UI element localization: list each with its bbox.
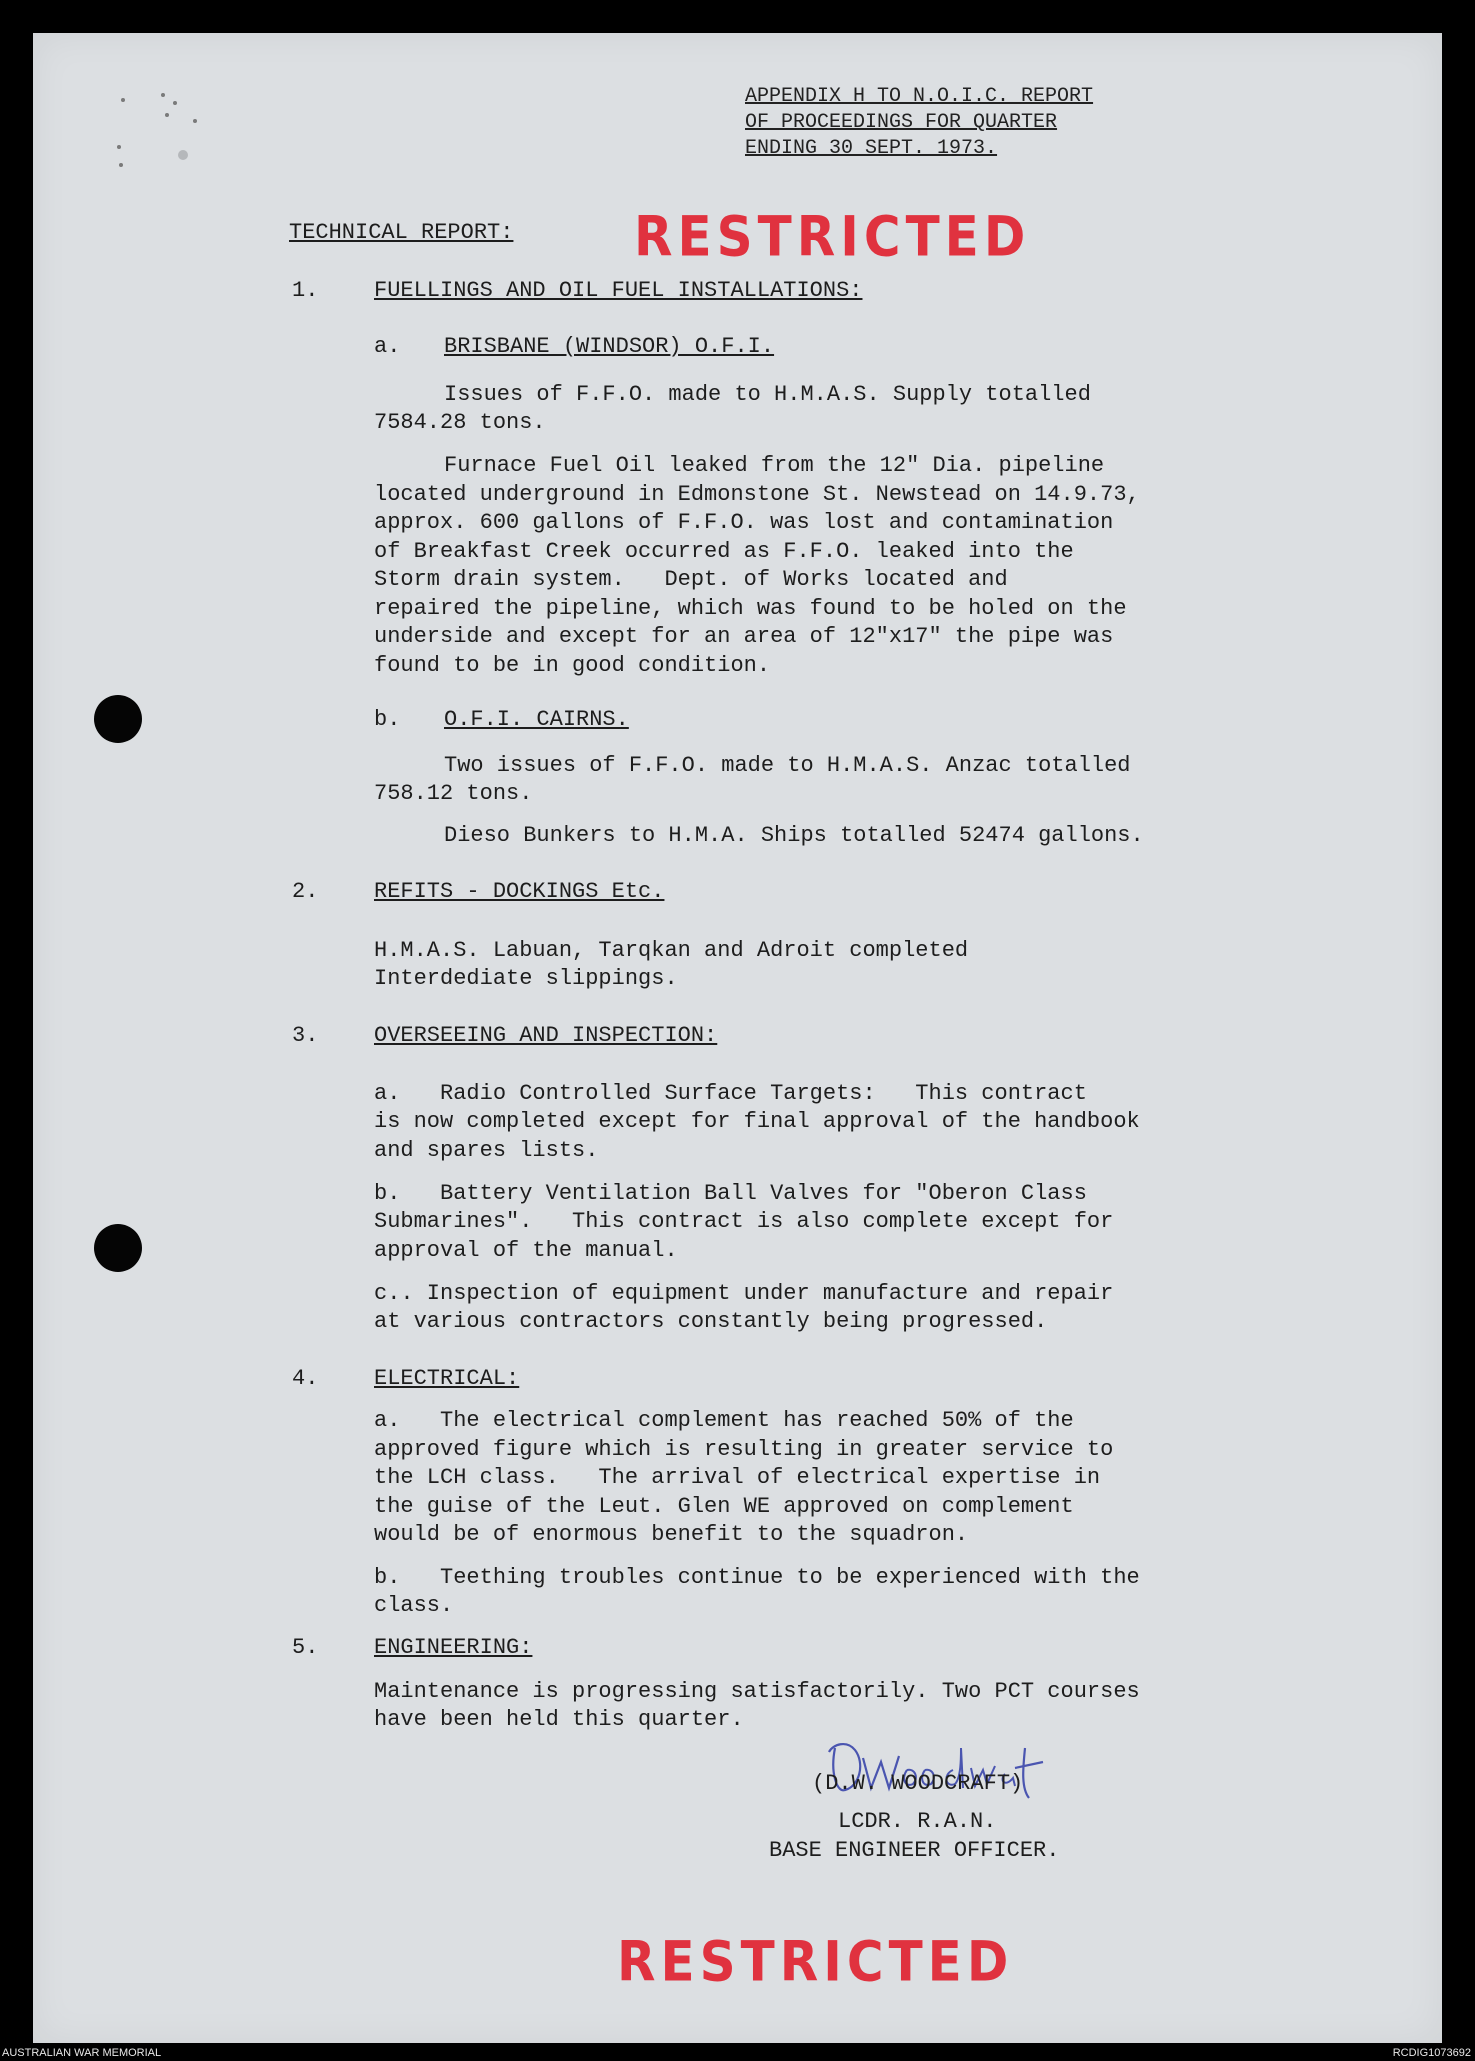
section-1b-heading: O.F.I. CAIRNS. xyxy=(444,707,629,732)
section-1b-para-2: Dieso Bunkers to H.M.A. Ships totalled 52474 gallons. xyxy=(444,823,1144,848)
staple-marks xyxy=(105,85,215,185)
officer-rank: LCDR. R.A.N. xyxy=(838,1809,997,1834)
section-4a-line-4: the guise of the Leut. Glen WE approved on complement xyxy=(374,1494,1074,1519)
section-1-number: 1. xyxy=(292,278,319,303)
section-3a-line-1: a. Radio Controlled Surface Targets: This contract xyxy=(374,1081,1087,1106)
section-5-heading: ENGINEERING: xyxy=(374,1635,533,1660)
section-4-number: 4. xyxy=(292,1366,319,1391)
section-4a-line-1: a. The electrical complement has reached 50% of the xyxy=(374,1408,1074,1433)
section-3c-line-2: at various contractors constantly being progressed. xyxy=(374,1309,1048,1334)
section-5-para-line-2: have been held this quarter. xyxy=(374,1707,744,1732)
report-title: TECHNICAL REPORT: xyxy=(289,220,514,245)
section-3a-line-3: and spares lists. xyxy=(374,1138,599,1163)
section-3a-line-2: is now completed except for final approval of the handbook xyxy=(374,1109,1140,1134)
section-1a-para-2-line-6: repaired the pipeline, which was found to be holed on the xyxy=(374,596,1127,621)
section-1-heading: FUELLINGS AND OIL FUEL INSTALLATIONS: xyxy=(374,278,863,303)
section-1b-para-1-line-1: Two issues of F.F.O. made to H.M.A.S. Anzac totalled xyxy=(444,753,1131,778)
section-1a-para-2-line-3: approx. 600 gallons of F.F.O. was lost and contamination xyxy=(374,510,1114,535)
section-1a-para-2-line-2: located underground in Edmonstone St. Newstead on 14.9.73, xyxy=(374,482,1140,507)
section-1a-para-1-line-2: 7584.28 tons. xyxy=(374,410,546,435)
restricted-stamp-top: RESTRICTED xyxy=(634,205,1031,269)
header-line-3: ENDING 30 SEPT. 1973. xyxy=(745,137,998,160)
section-1a-para-2-line-7: underside and except for an area of 12"x17" the pipe was xyxy=(374,624,1114,649)
section-3-heading: OVERSEEING AND INSPECTION: xyxy=(374,1023,718,1048)
header-line-1: APPENDIX H TO N.O.I.C. REPORT xyxy=(745,85,1094,108)
footer-record-id: RCDIG1073692 xyxy=(1392,2047,1471,2059)
section-2-para-line-2: Interdediate slippings. xyxy=(374,966,678,991)
section-4b-line-1: b. Teething troubles continue to be experienced with the xyxy=(374,1565,1140,1590)
section-2-heading: REFITS - DOCKINGS Etc. xyxy=(374,879,665,904)
punch-hole-bottom xyxy=(94,1224,142,1272)
section-4a-line-5: would be of enormous benefit to the squadron. xyxy=(374,1522,969,1547)
section-1a-heading: BRISBANE (WINDSOR) O.F.I. xyxy=(444,334,775,359)
section-1a-para-2-line-4: of Breakfast Creek occurred as F.F.O. leaked into the xyxy=(374,539,1074,564)
section-1a-para-2-line-5: Storm drain system. Dept. of Works located and xyxy=(374,567,1008,592)
restricted-stamp-bottom: RESTRICTED xyxy=(617,1930,1014,1994)
section-4a-line-2: approved figure which is resulting in greater service to xyxy=(374,1437,1114,1462)
section-5-number: 5. xyxy=(292,1635,319,1660)
section-1a-para-2-line-1: Furnace Fuel Oil leaked from the 12" Dia. pipeline xyxy=(444,453,1105,478)
section-1a-para-1-line-1: Issues of F.F.O. made to H.M.A.S. Supply totalled xyxy=(444,382,1091,407)
officer-name: (D.W. WOODCRAFT) xyxy=(812,1771,1024,1796)
section-3c-line-1: c.. Inspection of equipment under manufacture and repair xyxy=(374,1281,1114,1306)
section-3b-line-2: Submarines". This contract is also complete except for xyxy=(374,1209,1114,1234)
handwritten-signature xyxy=(815,1718,1055,1818)
footer-archive-label: AUSTRALIAN WAR MEMORIAL xyxy=(2,2047,162,2059)
section-4a-line-3: the LCH class. The arrival of electrical expertise in xyxy=(374,1465,1101,1490)
section-2-para-line-1: H.M.A.S. Labuan, Tarqkan and Adroit completed xyxy=(374,938,969,963)
section-3b-line-3: approval of the manual. xyxy=(374,1238,678,1263)
section-1b-letter: b. xyxy=(374,707,401,732)
section-1a-letter: a. xyxy=(374,334,401,359)
officer-role: BASE ENGINEER OFFICER. xyxy=(769,1838,1060,1863)
section-1a-para-2-line-8: found to be in good condition. xyxy=(374,653,771,678)
section-4-heading: ELECTRICAL: xyxy=(374,1366,520,1391)
section-2-number: 2. xyxy=(292,879,319,904)
punch-hole-top xyxy=(94,695,142,743)
appendix-header xyxy=(745,84,1093,162)
section-4b-line-2: class. xyxy=(374,1593,454,1618)
header-line-2: OF PROCEEDINGS FOR QUARTER xyxy=(745,111,1058,134)
section-3b-line-1: b. Battery Ventilation Ball Valves for "Oberon Class xyxy=(374,1181,1087,1206)
section-1b-para-1-line-2: 758.12 tons. xyxy=(374,781,533,806)
section-3-number: 3. xyxy=(292,1023,319,1048)
section-5-para-line-1: Maintenance is progressing satisfactorily. Two PCT courses xyxy=(374,1679,1140,1704)
